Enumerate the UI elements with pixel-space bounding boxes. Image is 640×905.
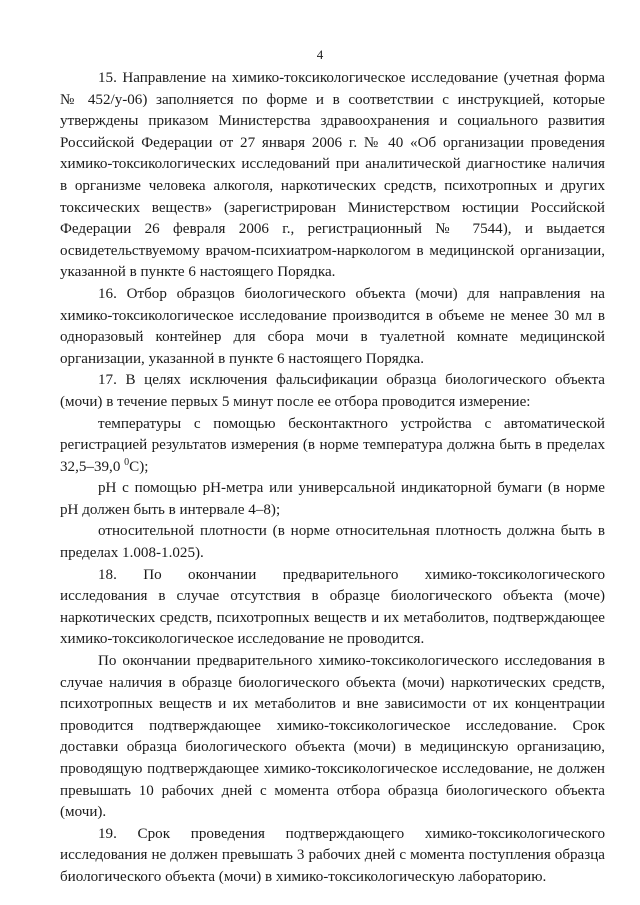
temperature-unit: C); — [129, 458, 149, 475]
paragraph-18: 18. По окончании предварительного химико-токсикологического исследования в случае отсутствия в образце биологического объекта (моче) наркотических средств, психотропных веществ и их метаболитов, подтверждающее химико-токсикологическое исследование не проводится. — [60, 566, 605, 648]
paragraph-18-continued: По окончании предварительного химико-токсикологического исследования в случае наличия в образце биологического объекта (мочи) наркотических средств, психотропных веществ и их метаболитов и вне зависимости от их концентрации проводится подтверждающее химико-токсикологическое исследование. Срок доставки образца биологического объекта (мочи) в медицинскую организацию, проводящую подтверждающее химико-токсикологическое исследование, не должен превышать 10 рабочих дней с момента отбора образца биологического объекта (мочи). — [60, 653, 605, 821]
paragraph-17-temperature — [60, 414, 605, 479]
paragraph-16: 16. Отбор образцов биологического объекта (мочи) для направления на химико-токсикологическое исследование производится в объеме не менее 30 мл в одноразовый контейнер для сбора мочи в туалетной комнате медицинской организации, указанной в пункте 6 настоящего Порядка. — [60, 285, 605, 367]
paragraph-15: 15. Направление на химико-токсикологическое исследование (учетная форма № 452/у-06) заполняется по форме и в соответствии с инструкцией, которые утверждены приказом Министерства здравоохранения и социального развития Российской Федерации от 27 января 2006 г. № 40 «Об организации проведения химико-токсикологических исследований при аналитической диагностике наличия в организме человека алкоголя, наркотических средств, психотропных и других токсических веществ» (зарегистрирован Министерством юстиции Российской Федерации 26 февраля 2006 г., регистрационный № 7544), и выдается освидетельствуемому врачом-психиатром-наркологом в медицинской организации, указанной в пункте 6 настоящего Порядка. — [60, 70, 605, 281]
paragraph-17-ph: pH с помощью pH-метра или универсальной индикаторной бумаги (в норме pH должен быть в интервале 4–8); — [60, 480, 605, 518]
paragraph-19: 19. Срок проведения подтверждающего химико-токсикологического исследования не должен превышать 3 рабочих дней с момента поступления образца биологического объекта (мочи) в химико-токсикологическую лабораторию. — [60, 825, 605, 885]
paragraph-17: 17. В целях исключения фальсификации образца биологического объекта (мочи) в течение первых 5 минут после ее отбора проводится измерение: — [60, 372, 605, 410]
degree-mark: 0 — [124, 456, 130, 468]
paragraph-17-density: относительной плотности (в норме относительная плотность должна быть в пределах 1.008-1.025). — [60, 523, 605, 562]
temperature-text: температуры с помощью бесконтактного устройства с автоматической регистрацией результатов измерения (в норме температура должна быть в пределах 32,5–39,0 — [60, 415, 605, 475]
page-number: 4 — [316, 47, 324, 62]
document-body — [60, 68, 605, 889]
